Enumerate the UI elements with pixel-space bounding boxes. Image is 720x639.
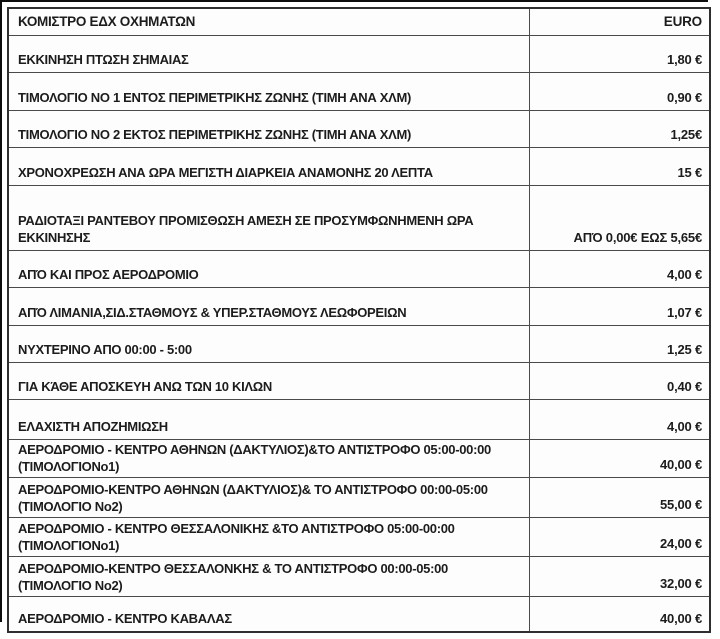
- fare-price: 0,90 €: [667, 90, 702, 105]
- fare-price-cell: [530, 478, 709, 517]
- table-row: [9, 556, 709, 596]
- table-title-label: ΚΟΜΙΣΤΡΟ ΕΔΧ ΟΧΗΜΑΤΩΝ: [18, 14, 196, 29]
- fare-price-cell: [530, 186, 709, 250]
- fare-label-cell: [9, 440, 530, 477]
- fare-label: ΑΠΌ ΛΙΜΑΝΙΑ,ΣΙΔ.ΣΤΑΘΜΟΥΣ & ΥΠΕΡ.ΣΤΑΘΜΟΥΣ ΛΕΩΦΟΡΕΙΩΝ: [18, 305, 407, 320]
- fare-price: 1,80 €: [667, 52, 702, 67]
- fare-price-cell: [530, 251, 709, 287]
- fare-label-cell: [9, 288, 530, 325]
- fare-price: 1,07 €: [667, 305, 702, 320]
- fare-price-cell: [530, 73, 709, 110]
- scan-artifact-top-edge: [0, 0, 708, 2]
- fare-label: ΤΙΜΟΛΟΓΙΟ ΝΟ 2 ΕΚΤΟΣ ΠΕΡΙΜΕΤΡΙΚΗΣ ΖΩΝΗΣ (ΤΙΜΗ ΑΝΑ ΧΛΜ): [18, 127, 412, 142]
- fare-label-line2: (ΤΙΜΟΛΟΓΙΟ Νο2): [18, 499, 123, 514]
- fare-label: ΤΙΜΟΛΟΓΙΟ ΝΟ 1 ΕΝΤΟΣ ΠΕΡΙΜΕΤΡΙΚΗΣ ΖΩΝΗΣ (ΤΙΜΗ ΑΝΑ ΧΛΜ): [18, 90, 412, 105]
- fare-label-cell: [9, 251, 530, 287]
- scan-artifact-left-edge: [0, 0, 2, 622]
- fare-label-cell: [9, 36, 530, 72]
- fare-label-line2: (ΤΙΜΟΛΟΓΙΟΝο1): [18, 459, 120, 474]
- table-title: [9, 9, 530, 35]
- table-row: [9, 185, 709, 250]
- fare-label-line2: (ΤΙΜΟΛΟΓΙΟ Νο2): [18, 578, 123, 593]
- fare-price: 55,00 €: [660, 497, 702, 512]
- fare-price-cell: [530, 400, 709, 439]
- fare-price: 40,00 €: [660, 457, 702, 472]
- fare-price-cell: [530, 363, 709, 399]
- table-row: [9, 287, 709, 325]
- fare-price: 1,25€: [670, 127, 702, 142]
- fare-label: ΑΠΌ ΚΑΙ ΠΡΟΣ ΑΕΡΟΔΡΟΜΙΟ: [18, 267, 199, 282]
- table-row: [9, 477, 709, 517]
- table-row: [9, 110, 709, 147]
- fare-label: ΓΙΑ ΚΆΘΕ ΑΠΟΣΚΕΥΗ ΑΝΩ ΤΩΝ 10 ΚΙΛΩΝ: [18, 379, 272, 394]
- fare-label: ΑΕΡΟΔΡΟΜΙΟ - ΚΕΝΤΡΟ ΘΕΣΣΑΛΟΝΙΚΗΣ &ΤΟ ΑΝΤΙΣΤΡΟΦΟ 05:00-00:00: [18, 521, 455, 536]
- fare-label: ΧΡΟΝΟΧΡΕΩΣΗ ΑΝΑ ΩΡΑ ΜΕΓΙΣΤΗ ΔΙΑΡΚΕΙΑ ΑΝΑΜΟΝΗΣ 20 ΛΕΠΤΑ: [18, 165, 433, 180]
- fare-price: 15 €: [677, 165, 702, 180]
- table-row: [9, 250, 709, 287]
- table-row: [9, 35, 709, 72]
- table-header-row: [9, 9, 709, 35]
- fare-price-cell: [530, 148, 709, 185]
- fare-label-cell: [9, 400, 530, 439]
- fare-label-cell: [9, 478, 530, 517]
- fare-price: 4,00 €: [667, 267, 702, 282]
- currency-column-header: [530, 9, 709, 35]
- fare-label-cell: [9, 597, 530, 631]
- fare-label-cell: [9, 557, 530, 596]
- table-row: [9, 147, 709, 185]
- table-row: [9, 362, 709, 399]
- fare-label: ΡΑΔΙΟΤΑΞΙ ΡΑΝΤΕΒΟΥ ΠΡΟΜΙΣΘΩΣΗ ΑΜΕΣΗ ΣΕ ΠΡΟΣΥΜΦΩΝΗΜΕΝΗ ΩΡΑ: [18, 213, 474, 228]
- taxi-fare-table: [7, 7, 711, 633]
- fare-price: ΑΠΌ 0,00€ ΕΩΣ 5,65€: [573, 230, 702, 245]
- currency-header-label: EURO: [663, 14, 702, 29]
- fare-label: ΝΥΧΤΕΡΙΝΟ ΑΠΟ 00:00 - 5:00: [18, 342, 192, 357]
- fare-label: ΕΛΑΧΙΣΤΗ ΑΠΟΖΗΜΙΩΣΗ: [18, 419, 168, 434]
- fare-price-cell: [530, 557, 709, 596]
- table-row: [9, 72, 709, 110]
- fare-label-line2: ΕΚΚΙΝΗΣΗΣ: [18, 230, 91, 245]
- fare-label: ΑΕΡΟΔΡΟΜΙΟ-ΚΕΝΤΡΟ ΑΘΗΝΩΝ (ΔΑΚΤΥΛΙΟΣ)& ΤΟ ΑΝΤΙΣΤΡΟΦΟ 00:00-05:00: [18, 482, 488, 497]
- fare-price: 4,00 €: [667, 419, 702, 434]
- fare-label-cell: [9, 186, 530, 250]
- fare-label-cell: [9, 73, 530, 110]
- fare-label-cell: [9, 148, 530, 185]
- fare-label-cell: [9, 111, 530, 147]
- fare-price: 24,00 €: [660, 536, 702, 551]
- fare-label: ΕΚΚΙΝΗΣΗ ΠΤΩΣΗ ΣΗΜΑΙΑΣ: [18, 52, 189, 67]
- fare-label-cell: [9, 363, 530, 399]
- fare-price: 1,25 €: [667, 342, 702, 357]
- table-row: [9, 399, 709, 439]
- fare-price: 32,00 €: [660, 576, 702, 591]
- table-row: [9, 325, 709, 362]
- fare-price-cell: [530, 288, 709, 325]
- fare-price-cell: [530, 597, 709, 631]
- table-row: [9, 517, 709, 556]
- fare-price: 40,00 €: [660, 611, 702, 626]
- fare-label-cell: [9, 326, 530, 362]
- table-row: [9, 439, 709, 477]
- fare-price-cell: [530, 326, 709, 362]
- fare-price-cell: [530, 518, 709, 556]
- fare-price-cell: [530, 440, 709, 477]
- fare-label: ΑΕΡΟΔΡΟΜΙΟ-ΚΕΝΤΡΟ ΘΕΣΣΑΛΟΝΚΗΣ & ΤΟ ΑΝΤΙΣΤΡΟΦΟ 00:00-05:00: [18, 561, 448, 576]
- fare-label-cell: [9, 518, 530, 556]
- fare-label: ΑΕΡΟΔΡΟΜΙΟ - ΚΕΝΤΡΟ ΚΑΒΑΛΑΣ: [18, 611, 232, 626]
- table-row: [9, 596, 709, 631]
- fare-label-line2: (ΤΙΜΟΛΟΓΙΟΝο1): [18, 538, 120, 553]
- fare-label: ΑΕΡΟΔΡΟΜΙΟ - ΚΕΝΤΡΟ ΑΘΗΝΩΝ (ΔΑΚΤΥΛΙΟΣ)&ΤΟ ΑΝΤΙΣΤΡΟΦΟ 05:00-00:00: [18, 442, 491, 457]
- fare-price-cell: [530, 111, 709, 147]
- fare-price-cell: [530, 36, 709, 72]
- fare-price: 0,40 €: [667, 379, 702, 394]
